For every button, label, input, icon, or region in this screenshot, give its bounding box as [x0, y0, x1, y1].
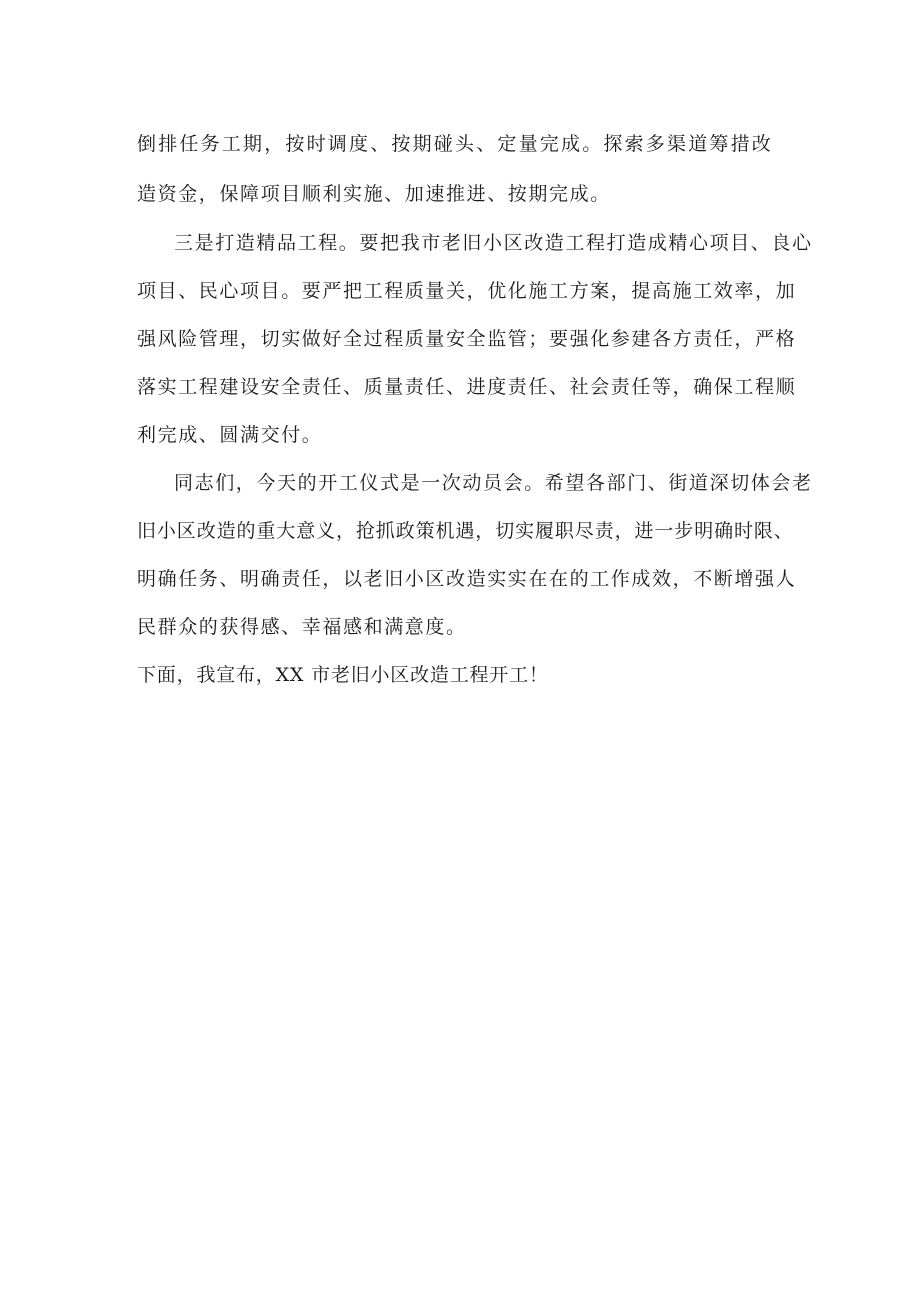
paragraph-line: 倒排任务工期，按时调度、按期碰头、定量完成。探索多渠道筹措改: [137, 133, 774, 155]
paragraph-line: 明确任务、明确责任，以老旧小区改造实实在在的工作成效，不断增强人: [137, 568, 797, 590]
paragraph-line: 民群众的获得感、幸福感和满意度。: [137, 616, 467, 638]
paragraph-line: 强风险管理，切实做好全过程质量安全监管；要强化参建各方责任，严格: [137, 328, 797, 350]
paragraph-line: 旧小区改造的重大意义，抢抓政策机遇，切实履职尽责，进一步明确时限、: [137, 520, 794, 542]
paragraph-line: 落实工程建设安全责任、质量责任、进度责任、社会责任等，确保工程顺: [137, 376, 797, 398]
paragraph-line: 项目、民心项目。要严把工程质量关，优化施工方案，提高施工效率，加: [137, 280, 797, 302]
paragraph-line: 利完成、圆满交付。: [137, 424, 323, 446]
paragraph-line: 造资金，保障项目顺利实施、加速推进、按期完成。: [137, 183, 611, 205]
paragraph-line: 三是打造精品工程。要把我市老旧小区改造工程打造成精心项目、良心: [174, 232, 813, 254]
paragraph-line: 下面，我宣布，XX 市老旧小区改造工程开工！: [137, 664, 549, 686]
paragraph-line: 同志们，今天的开工仪式是一次动员会。希望各部门、街道深切体会老: [174, 472, 813, 494]
